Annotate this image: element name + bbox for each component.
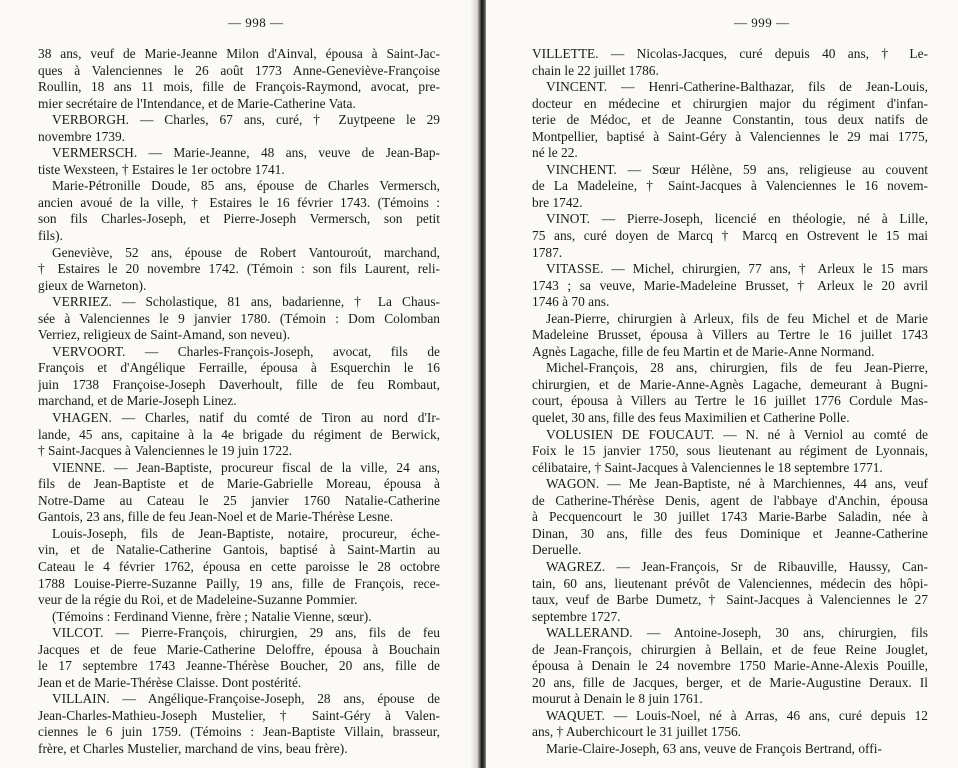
text-line: Louis-Joseph, fils de Jean-Baptiste, notaire, procureur, éche- (52, 525, 440, 541)
text-line: VERVOORT. — Charles-François-Joseph, avocat, fils de (52, 343, 440, 359)
text-line: VOLUSIEN DE FOUCAUT. — N. né à Verniol au comté de (546, 426, 928, 442)
text-line: novembre 1739. (38, 128, 126, 144)
text-line: son fils Charles-Joseph, et Pierre-Joseph Vermersch, son petit (38, 211, 440, 227)
text-line: à Pecquencourt le 30 juillet 1743 Marie-Barbe Saladin, née à (532, 509, 928, 525)
text-line: chirurgien, et de Marie-Anne-Agnès Lagache, demeurant à Bugni- (532, 376, 928, 392)
text-line: 1746 à 70 ans. (532, 294, 610, 310)
text-line: septembre 1727. (532, 608, 621, 624)
text-line: 1787. (532, 244, 563, 260)
text-line: Jean et de Marie-Thérèse Claisse. Dont postérité. (38, 674, 302, 690)
text-line: épousa à Denain le 24 novembre 1750 Marie-Anne-Alexis Pouille, (532, 658, 928, 674)
text-line: ques à Valenciennes le 26 août 1773 Anne-Geneviève-Françoise (38, 62, 440, 78)
text-line: le 17 septembre 1743 Jeanne-Thérèse Boucher, 20 ans, fille de (38, 658, 440, 674)
text-line: Notre-Dame au Cateau le 25 janvier 1760 Natalie-Catherine (38, 492, 440, 508)
text-line: Jacques et de feue Marie-Catherine Deloffre, épousa à Bouchain (38, 641, 440, 657)
text-line: taux, veuf de Barbe Dumetz, † Saint-Jacques à Valenciennes le 27 (532, 592, 928, 608)
text-line: VITASSE. — Michel, chirurgien, 77 ans, † Arleux le 15 mars (546, 261, 928, 277)
text-line: Montpellier, baptisé à Saint-Géry à Valenciennes le 29 mai 1775, (532, 128, 928, 144)
text-line: VILCOT. — Pierre-François, chirurgien, 29 ans, fils de feu (52, 625, 440, 641)
text-line: WAQUET. — Louis-Noel, né à Arras, 46 ans, curé depuis 12 (546, 707, 928, 723)
text-line: VHAGEN. — Charles, natif du comté de Tiron au nord d'Ir- (52, 410, 440, 426)
text-line: mourut à Denain le 8 juin 1761. (532, 691, 703, 707)
text-line: François et d'Angélique Ferraille, épousa à Esquerchin le 16 (38, 360, 440, 376)
text-line: de Catherine-Thérèse Denis, agent de l'abbaye d'Anchin, épousa (532, 492, 928, 508)
text-line: 20 ans, fille de Jacques, berger, et de Marie-Augustine Deraux. Il (532, 674, 928, 690)
text-line: VILLAIN. — Angélique-Françoise-Joseph, 28 ans, épouse de (52, 691, 440, 707)
text-line: célibataire, † Saint-Jacques à Valenciennes le 18 septembre 1771. (532, 459, 883, 475)
text-line: ciennes le 6 juin 1759. (Témoins : Jean-Baptiste Villain, brasseur, (38, 724, 440, 740)
text-line: ancien avoué de la ville, † Estaires le 16 février 1743. (Témoins : (38, 194, 440, 210)
text-line: né le 22. (532, 145, 578, 161)
text-line: juin 1738 Françoise-Joseph Daverhoult, fille de feu Rombaut, (38, 376, 440, 392)
text-line: gieux de Warneton). (38, 277, 147, 293)
text-line: Deruelle. (532, 542, 582, 558)
text-line: Gantois, 23 ans, fille de feu Jean-Noel et de Marie-Thérèse Lesne. (38, 509, 394, 525)
text-line: sée à Valenciennes le 9 janvier 1780. (Témoin : Dom Colomban (38, 310, 440, 326)
text-line: Verriez, religieux de Saint-Amand, son neveu). (38, 327, 291, 343)
page-number-left: — 998 — (228, 15, 284, 30)
right-page (486, 0, 958, 768)
text-line: Geneviève, 52 ans, épouse de Robert Vantouroút, marchand, (52, 244, 440, 260)
text-line: VERMERSCH. — Marie-Jeanne, 48 ans, veuve de Jean-Bap- (52, 145, 440, 161)
left-page-text (38, 46, 440, 758)
text-line: 1743 ; sa veuve, Marie-Madeleine Brusset, † Arleux le 20 avril (532, 277, 928, 293)
text-line: marchand, et de Marie-Joseph Linez. (38, 393, 237, 409)
text-line: VINCHENT. — Sœur Hélène, 59 ans, religieuse au couvent (546, 161, 928, 177)
text-line: 38 ans, veuf de Marie-Jeanne Milon d'Ainval, épousa à Saint-Jac- (38, 46, 440, 61)
text-line: bre 1742. (532, 194, 583, 210)
text-line: Madeleine Brusset, épousa à Villers au Tertre le 16 juillet 1743 (532, 327, 928, 343)
text-line: Dinan, 30 ans, fille des feus Dominique et Jeanne-Catherine (532, 525, 928, 541)
text-line: Cateau le 4 février 1762, épousa en cette paroisse le 28 octobre (38, 558, 440, 574)
text-line: ans, † Auberchicourt le 31 juillet 1756. (532, 724, 741, 740)
text-line: fils). (38, 228, 63, 244)
text-line: Jean-Charles-Mathieu-Joseph Mustelier, † Saint-Géry à Valen- (38, 707, 440, 723)
text-line: VINOT. — Pierre-Joseph, licencié en théologie, né à Lille, (546, 211, 928, 227)
text-line: Foix le 15 janvier 1750, sous lieutenant au régiment de Lyonnais, (532, 443, 928, 459)
text-line: lande, 45 ans, capitaine à la 4e brigade du régiment de Berwick, (38, 426, 440, 442)
text-line: VERRIEZ. — Scholastique, 81 ans, badarienne, † La Chaus- (52, 294, 440, 310)
page-number-right: — 999 — (734, 15, 790, 30)
text-line: fils de Jean-Baptiste et de Marie-Gabrielle Moreau, épousa à (38, 476, 440, 492)
text-line: court, épousa à Villers au Tertre le 16 juillet 1776 Cordule Mas- (532, 393, 928, 409)
right-page-text (532, 46, 928, 758)
text-line: tiste Wexsteen, † Estaires le 1er octobre 1741. (38, 161, 285, 177)
text-line: de La Madeleine, † Saint-Jacques à Valenciennes le 16 novem- (532, 178, 928, 194)
text-line: VIENNE. — Jean-Baptiste, procureur fiscal de la ville, 24 ans, (52, 459, 440, 475)
text-line: WAGREZ. — Jean-François, Sr de Ribauville, Haussy, Can- (546, 558, 928, 574)
text-line: veur de la régie du Roi, et de Madeleine-Suzanne Pommier. (38, 592, 358, 608)
text-line: Marie-Pétronille Doude, 85 ans, épouse de Charles Vermersch, (52, 178, 440, 194)
text-line: 75 ans, curé doyen de Marcq † Marcq en Ostrevent le 15 mai (532, 228, 928, 244)
text-line: 1788 Louise-Pierre-Suzanne Pailly, 19 ans, fille de François, rece- (38, 575, 440, 591)
text-line: docteur en médecine et chirurgien major du régiment d'infan- (532, 95, 928, 111)
text-line: VERBORGH. — Charles, 67 ans, curé, † Zuytpeene le 29 (52, 112, 440, 128)
text-line: VINCENT. — Henri-Catherine-Balthazar, fils de Jean-Louis, (546, 79, 928, 95)
text-line: vin, et de Natalie-Catherine Gantois, baptisé à Saint-Martin au (38, 542, 440, 558)
text-line: † Saint-Jacques à Valenciennes le 19 juin 1722. (38, 443, 293, 459)
text-line: Roullin, 18 ans 11 mois, fille de François-Raymond, avocat, pre- (38, 79, 440, 95)
left-page (0, 0, 478, 768)
text-line: quelet, 30 ans, fille des feus Maximilien et Catherine Polle. (532, 410, 850, 426)
text-line: † Estaires le 20 novembre 1742. (Témoin : son fils Laurent, reli- (38, 261, 440, 277)
text-line: chain le 22 juillet 1786. (532, 62, 659, 78)
text-line: VILLETTE. — Nicolas-Jacques, curé depuis 40 ans, † Le- (532, 46, 928, 61)
text-line: WAGON. — Me Jean-Baptiste, né à Marchiennes, 44 ans, veuf (546, 476, 928, 492)
text-line: Jean-Pierre, chirurgien à Arleux, fils de feu Michel et de Marie (546, 310, 928, 326)
text-line: (Témoins : Ferdinand Vienne, frère ; Natalie Vienne, sœur). (52, 608, 372, 624)
text-line: Marie-Claire-Joseph, 63 ans, veuve de François Bertrand, offi- (546, 740, 882, 756)
text-line: mier secrétaire de l'Intendance, et de Marie-Catherine Vata. (38, 95, 356, 111)
text-line: Agnès Lagache, fille de feu Martin et de Marie-Anne Normand. (532, 343, 875, 359)
text-line: tain, 60 ans, lieutenant prévôt de Valenciennes, médecin des hôpi- (532, 575, 928, 591)
text-line: Michel-François, 28 ans, chirurgien, fils de feu Jean-Pierre, (546, 360, 928, 376)
text-line: de Jean-François, chirurgien à Bellain, et de feue Reine Jouglet, (532, 641, 928, 657)
text-line: WALLERAND. — Antoine-Joseph, 30 ans, chirurgien, fils (546, 625, 928, 641)
text-line: terie de Médoc, et de Jeanne Constantin, tous deux natifs de (532, 112, 928, 128)
text-line: frère, et Charles Mustelier, marchand de vins, beau frère). (38, 740, 348, 756)
